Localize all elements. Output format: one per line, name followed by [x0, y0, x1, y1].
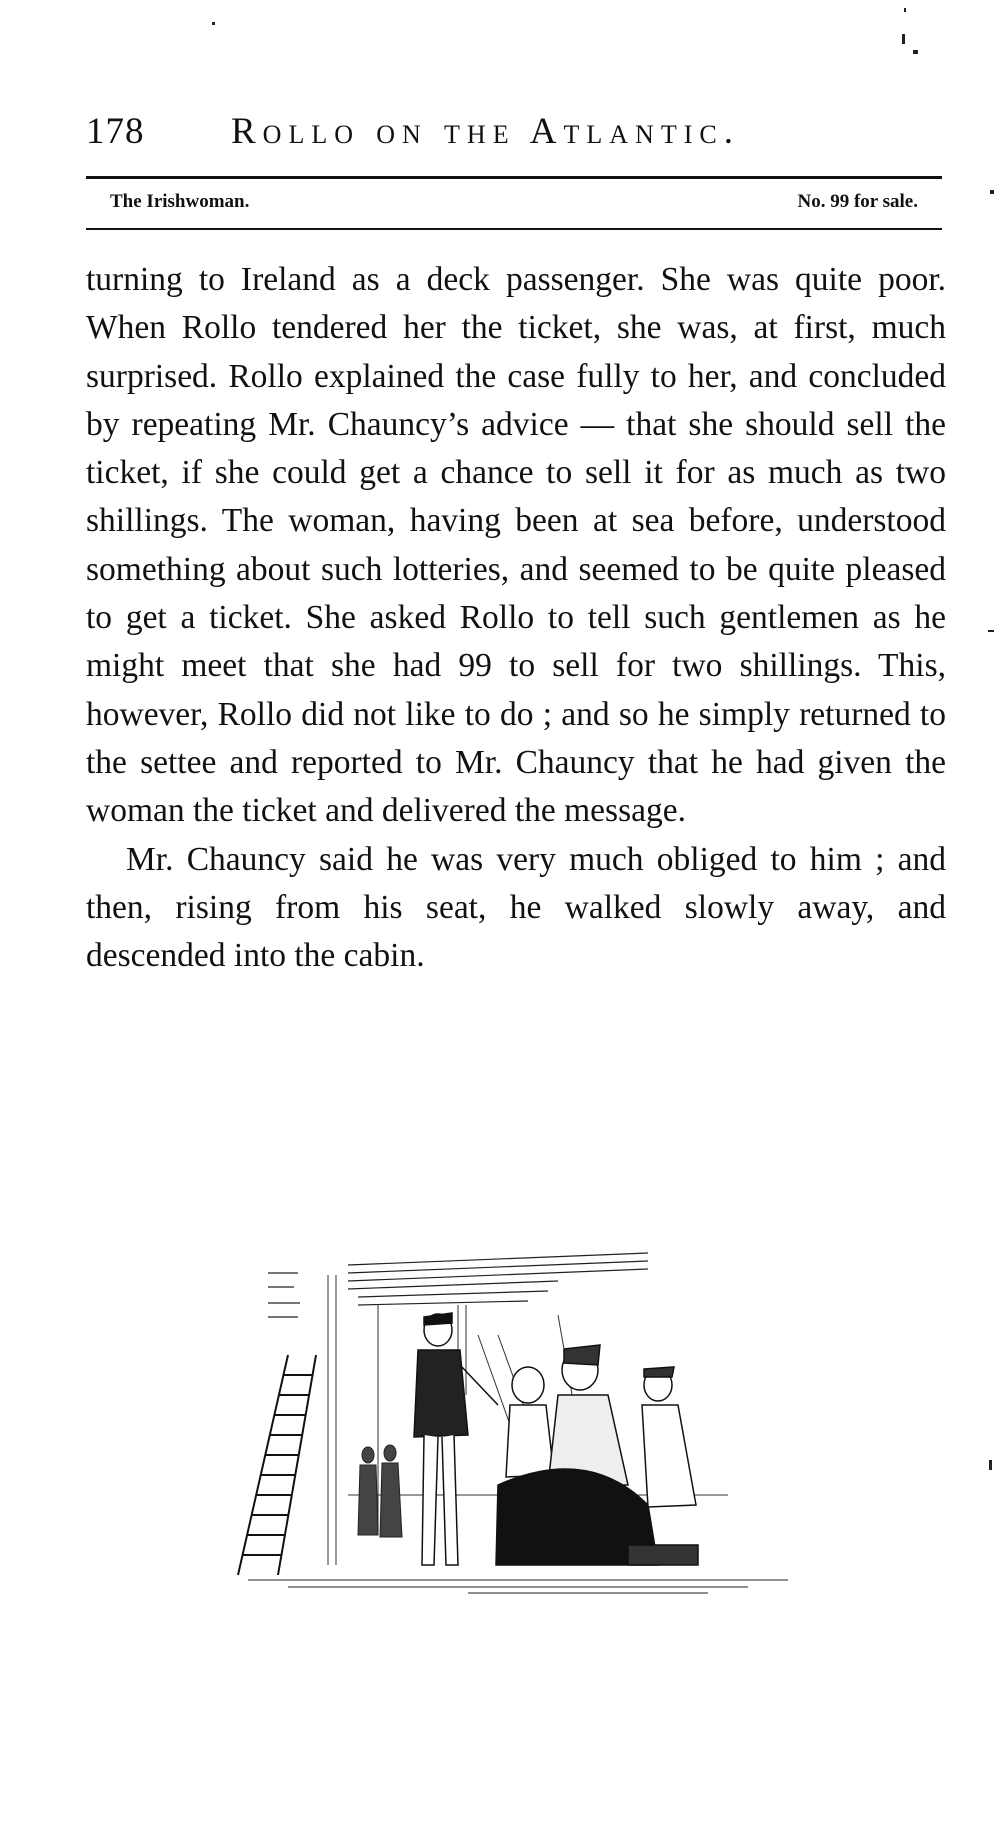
subheader-right: No. 99 for sale. [797, 191, 918, 212]
scan-speck [904, 8, 906, 12]
body-text [86, 256, 946, 980]
running-head [86, 100, 946, 160]
scan-speck [913, 50, 918, 54]
paragraph: turning to Ireland as a deck passenger. She was quite poor. When Rollo tendered her the ticket, she was, at first, much surprised. Rollo explained the case fully to her, and concluded by repeating Mr. Chauncy’s advice — that she should sell the ticket, if she could get a chance to sell it for as much as two shillings. The woman, having been at sea before, understood something about such lotteries, and seemed to be quite pleased to get a ticket. She asked Rollo to tell such gentlemen as he might meet that she had 99 to sell for two shillings. This, however, Rollo did not like to do ; and so he simply returned to the settee and reported to Mr. Chauncy that he had given the woman the ticket and delivered the message. [86, 261, 946, 830]
book-title: Rollo on the Atlantic. [231, 111, 740, 152]
scan-speck [989, 1460, 992, 1470]
subheader-left: The Irishwoman. [110, 191, 250, 212]
page-number: 178 [86, 111, 145, 152]
scan-speck [988, 630, 994, 632]
engraving-ship-deck-illustration [228, 1245, 808, 1600]
paragraph: Mr. Chauncy said he was very much obliged to him ; and then, rising from his seat, he walked slowly away, and descended into the cabin. [86, 840, 946, 975]
scan-speck [902, 34, 905, 44]
header-rule-top [86, 176, 942, 179]
scan-speck [990, 190, 994, 194]
header-rule-bottom [86, 228, 942, 230]
section-subheader [86, 186, 942, 220]
scan-speck [212, 22, 215, 25]
